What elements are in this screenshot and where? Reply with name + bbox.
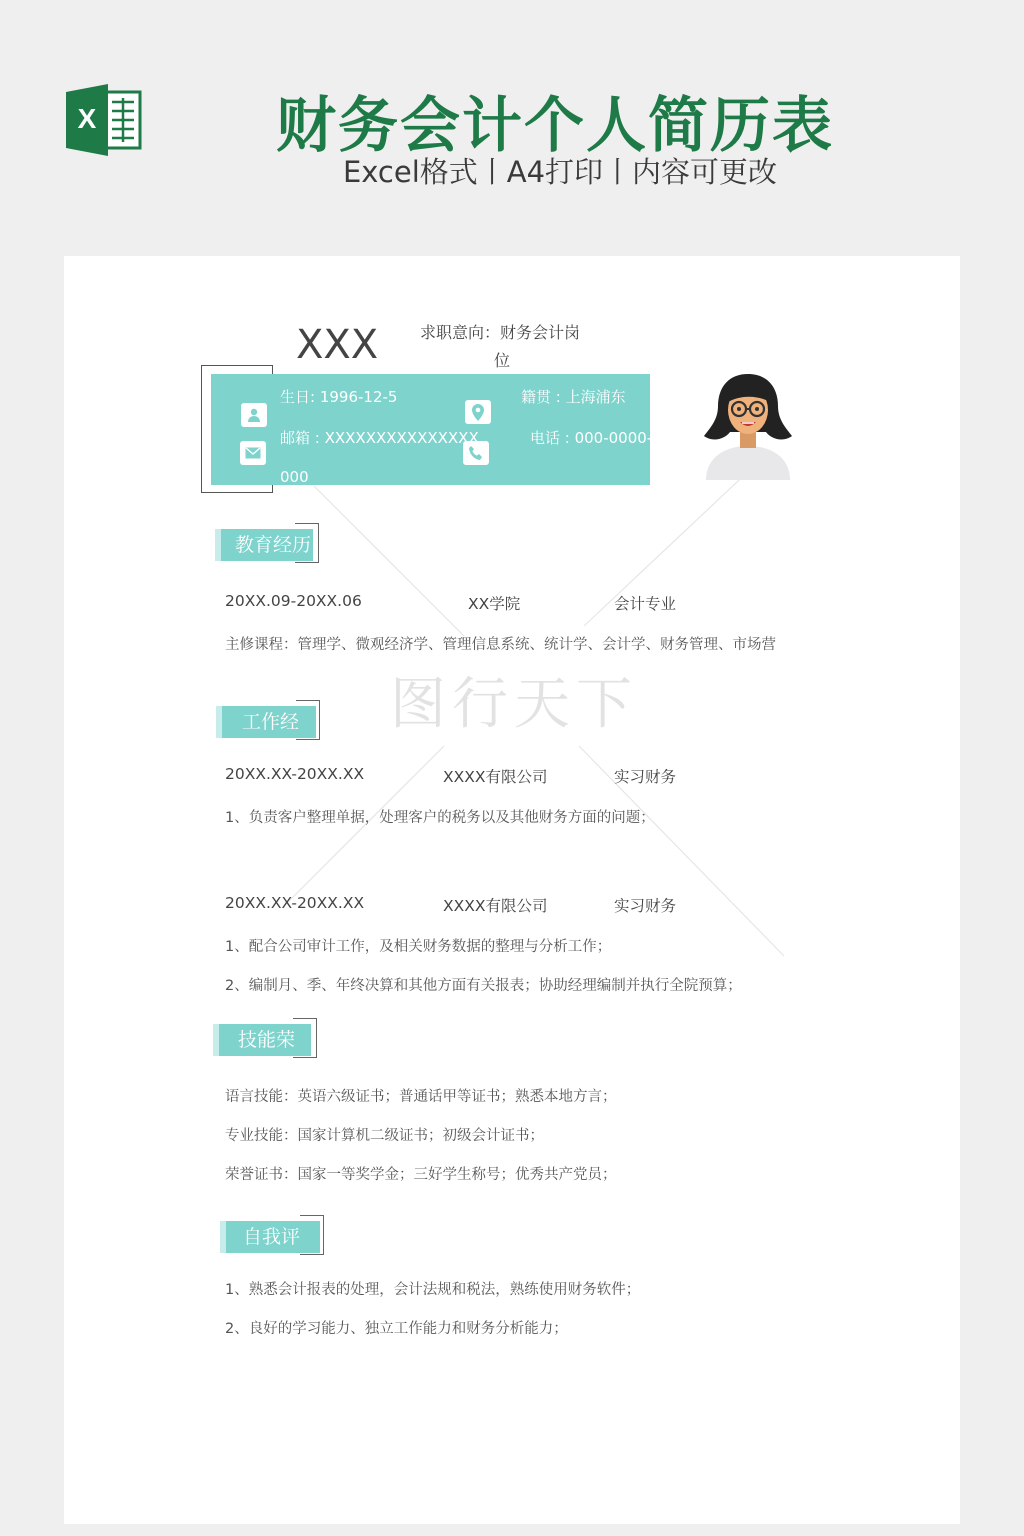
section-skills — [213, 1018, 318, 1058]
skill-item: 语言技能：英语六级证书；普通话甲等证书；熟悉本地方言； — [225, 1089, 617, 1105]
job1-role: 实习财务 — [614, 768, 677, 786]
edu-period: 20XX.09-20XX.06 — [225, 592, 362, 610]
section-heading: 自我评 — [220, 1221, 320, 1253]
watermark: 图行天下 — [390, 672, 638, 737]
phone: 电话 : 000-0000- — [530, 429, 653, 447]
self-eval-item: 2、良好的学习能力、独立工作能力和财务分析能力； — [225, 1321, 568, 1337]
excel-icon — [66, 84, 144, 156]
self-eval-item: 1、熟悉会计报表的处理，会计法规和税法，熟练使用财务软件； — [225, 1282, 641, 1298]
birthday: 生日: 1996-12-5 — [280, 388, 398, 406]
edu-school: XX学院 — [468, 595, 521, 613]
banner-title: 财务会计个人简历表 — [276, 91, 834, 161]
section-heading: 技能荣 — [213, 1024, 311, 1056]
avatar — [700, 368, 796, 480]
edu-major: 会计专业 — [614, 595, 677, 613]
section-bracket — [296, 700, 320, 740]
job-intent-line1: 求职意向：财务会计岗 — [420, 323, 581, 342]
job-intent-line2: 位 — [494, 351, 511, 370]
svg-text:X: X — [77, 103, 97, 134]
mail-icon — [240, 441, 266, 465]
job1-company: XXXX有限公司 — [443, 768, 548, 786]
section-heading: 工作经 — [216, 706, 316, 738]
section-education — [215, 523, 320, 563]
banner-subtitle: Excel格式丨A4打印丨内容可更改 — [342, 155, 778, 189]
location-icon — [465, 400, 491, 424]
section-bracket — [295, 523, 319, 563]
section-heading: 教育经历 — [215, 529, 313, 561]
section-bracket — [300, 1215, 324, 1255]
job2-company: XXXX有限公司 — [443, 897, 548, 915]
section-work — [216, 700, 321, 740]
section-self-eval — [220, 1215, 325, 1255]
job-intent — [420, 319, 590, 375]
skill-item: 专业技能：国家计算机二级证书；初级会计证书； — [225, 1128, 544, 1144]
skill-item: 荣誉证书：国家一等奖学金；三好学生称号；优秀共产党员； — [225, 1167, 617, 1183]
candidate-name: XXX — [296, 322, 379, 368]
job1-period: 20XX.XX-20XX.XX — [225, 765, 365, 783]
section-bracket — [293, 1018, 317, 1058]
job2-period: 20XX.XX-20XX.XX — [225, 894, 365, 912]
email: 邮箱 : XXXXXXXXXXXXXXX — [280, 429, 479, 447]
person-icon — [241, 403, 267, 427]
job1-duty: 1、负责客户整理单据，处理客户的税务以及其他财务方面的问题； — [225, 810, 655, 826]
job2-role: 实习财务 — [614, 897, 677, 915]
native-place: 籍贯 : 上海浦东 — [521, 388, 626, 406]
email-continued: 000 — [280, 468, 309, 486]
edu-courses: 主修课程：管理学、微观经济学、管理信息系统、统计学、会计学、财务管理、市场营 — [225, 637, 776, 653]
job2-duty: 1、配合公司审计工作，及相关财务数据的整理与分析工作； — [225, 939, 612, 955]
job2-duty: 2、编制月、季、年终决算和其他方面有关报表；协助经理编制并执行全院预算； — [225, 978, 742, 994]
